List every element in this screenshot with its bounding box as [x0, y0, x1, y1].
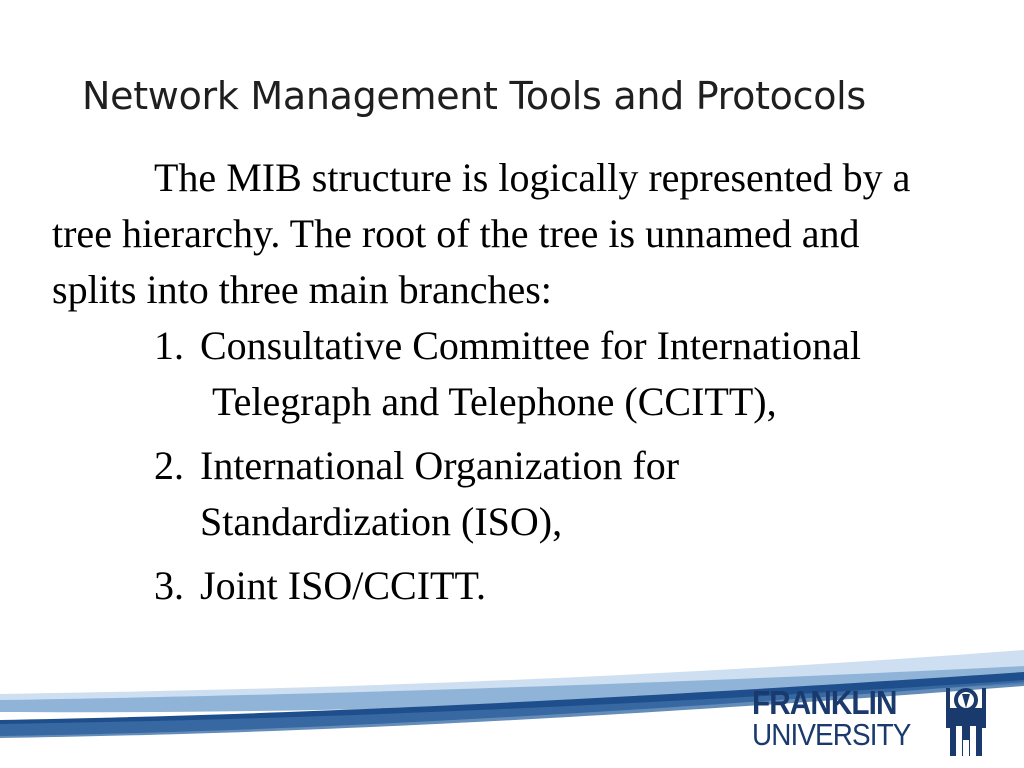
list-item-number: 2.: [154, 443, 184, 488]
list-item-number: 3.: [154, 563, 184, 608]
franklin-university-logo: [752, 686, 992, 756]
list-item-text: Joint ISO/CCITT.: [200, 563, 486, 608]
slide-title: Network Management Tools and Protocols: [82, 74, 866, 118]
list-item: [52, 318, 992, 430]
logo-text-university: UNIVERSITY: [752, 717, 911, 752]
list-item-text-continued: Standardization (ISO),: [200, 499, 563, 544]
list-item-text: Consultative Committee for International: [200, 323, 861, 368]
logo-text-franklin: FRANKLIN: [752, 684, 897, 721]
branch-list: [52, 318, 992, 614]
list-item-text: International Organization for: [200, 443, 680, 488]
list-item: [52, 558, 992, 614]
list-item-text-continued: Telegraph and Telephone (CCITT),: [212, 379, 777, 424]
list-item-number: 1.: [154, 323, 184, 368]
slide-body: [52, 150, 992, 614]
franklin-university-seal-icon: [944, 682, 988, 758]
intro-paragraph: The MIB structure is logically represented by a tree hierarchy. The root of the tree is unnamed and splits into three main branches:: [52, 155, 911, 312]
list-item: [52, 438, 992, 550]
